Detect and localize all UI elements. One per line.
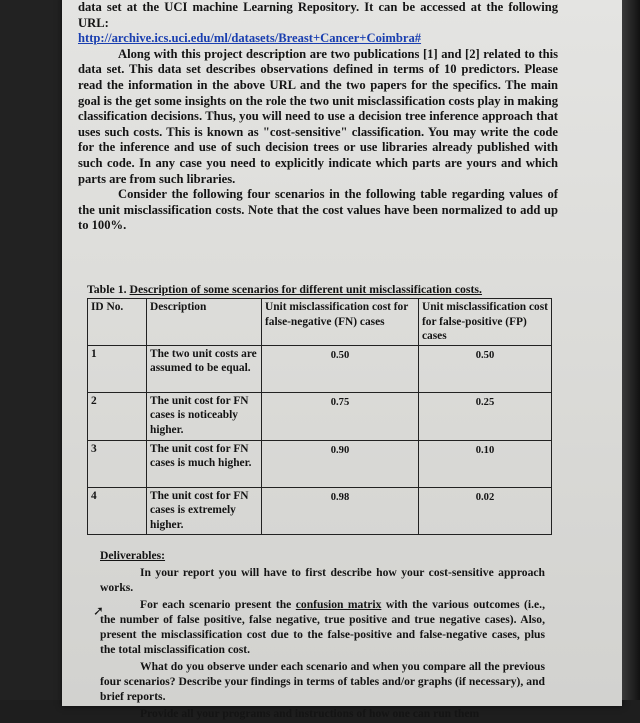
row-description: The unit cost for FN cases is much higher.	[147, 440, 262, 487]
row-fp-cost: 0.02	[419, 487, 552, 534]
row-description: The two unit costs are assumed to be equal.	[147, 345, 262, 392]
intro-section	[78, 0, 558, 234]
row-fn-cost: 0.98	[262, 487, 419, 534]
header-fp-cost: Unit misclassification cost for false-positive (FP) cases	[419, 299, 552, 346]
deliverables-p2-start: For each scenario present the	[140, 598, 296, 611]
row-fn-cost: 0.90	[262, 440, 419, 487]
intro-paragraph-3: Consider the following four scenarios in the following table regarding values of the unit misclassification costs. Note that the cost values have been normalized to add up to 100%.	[78, 187, 558, 233]
cost-scenarios-table-block	[87, 282, 552, 535]
cost-scenarios-table	[87, 298, 552, 535]
deliverables-paragraph-1: In your report you will have to first describe how your cost-sensitive approach works.	[100, 566, 545, 594]
deliverables-paragraph-3: What do you observe under each scenario and when you compare all the previous four scenarios? Describe your findings in terms of tables and/or graphs (if necessary), and brief reports.	[100, 660, 545, 703]
row-fp-cost: 0.50	[419, 345, 552, 392]
table-caption-text: Description of some scenarios for different unit misclassification costs.	[129, 282, 482, 296]
dataset-url-link[interactable]: http://archive.ics.uci.edu/ml/datasets/Breast+Cancer+Coimbra#	[78, 31, 422, 46]
header-fn-cost: Unit misclassification cost for false-negative (FN) cases	[262, 299, 419, 346]
header-id: ID No.	[88, 299, 147, 346]
confusion-matrix-term: confusion matrix	[295, 598, 382, 611]
table-row	[88, 392, 552, 440]
deliverables-paragraph-4: Provide all your programs and instructions of how one can run them	[140, 707, 480, 720]
table-caption-label: Table 1.	[87, 282, 127, 296]
row-id: 4	[88, 487, 147, 534]
row-id: 3	[88, 440, 147, 487]
row-id: 1	[88, 345, 147, 392]
table-caption	[87, 282, 552, 297]
row-fp-cost: 0.25	[419, 392, 552, 440]
deliverables-paragraph-2	[100, 597, 545, 657]
intro-line: data set at the UCI machine Learning Repository. It can be accessed at the following URL:	[78, 0, 558, 30]
table-row	[88, 440, 552, 487]
row-description: The unit cost for FN cases is noticeably higher.	[147, 392, 262, 440]
intro-paragraph-2: Along with this project description are two publications [1] and [2] related to this data set. This data set describes observations defined in terms of 10 predictors. Please read the information in the above URL and the two papers for the specifics. The main goal is the get some insights on the role the two unit misclassification costs play in making classification decisions. Thus, you will need to use a decision tree inference approach that uses such costs. This is known as "cost-sensitive" classification. You may write the code for the inference and use of such decision trees or use libraries already published with such code. In any case you need to explicitly indicate which parts are yours and which parts are from such libraries.	[78, 46, 558, 186]
table-row	[88, 487, 552, 534]
header-description: Description	[147, 299, 262, 346]
row-description: The unit cost for FN cases is extremely higher.	[147, 487, 262, 534]
page-edge-shadow	[622, 0, 640, 700]
row-fn-cost: 0.50	[262, 345, 419, 392]
table-row	[88, 345, 552, 392]
deliverables-title: Deliverables:	[100, 549, 166, 562]
pointer-cursor-icon: ➚	[93, 603, 104, 618]
table-header-row	[88, 299, 552, 346]
row-id: 2	[88, 392, 147, 440]
deliverables-section	[100, 548, 545, 723]
row-fn-cost: 0.75	[262, 392, 419, 440]
deliverables-p2-end: with the various outcomes (i.e., the number of false positive, false negative, true positive and true negative cases). Also, present the misclassification cost due to the false-positive and false-negative cases, plus the total misclassification cost.	[100, 598, 545, 656]
row-fp-cost: 0.10	[419, 440, 552, 487]
